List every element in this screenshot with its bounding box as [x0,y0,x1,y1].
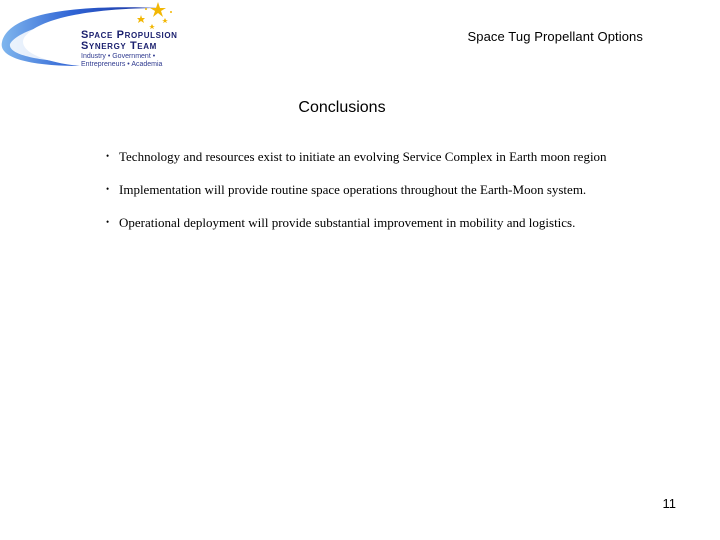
header-title: Space Tug Propellant Options [467,29,643,44]
bullet-item [106,148,651,165]
bullet-text: Implementation will provide routine space operations throughout the Earth-Moon system. [119,182,587,197]
logo-line-2: Synergy Team [81,40,157,52]
logo-line-4: Entrepreneurs • Academia [81,61,163,68]
bullet-icon: • [106,184,110,194]
bullet-item [106,181,651,198]
bullet-text: Operational deployment will provide substantial improvement in mobility and logistics. [119,215,576,230]
bullet-icon: • [106,217,110,227]
conclusions-bullet-list [106,148,651,231]
logo-line-1: Space Propulsion [81,29,178,41]
bullet-icon: • [106,151,110,161]
bullet-item [106,214,651,231]
logo-line-3: Industry • Government • [81,53,156,60]
page-number: 11 [662,496,676,511]
star-icons [137,2,172,29]
logo-wordmark [81,30,178,68]
space-propulsion-synergy-team-logo [0,0,215,72]
slide-title: Conclusions [298,99,386,116]
bullet-text: Technology and resources exist to initiate an evolving Service Complex in Earth moon region [119,149,607,164]
